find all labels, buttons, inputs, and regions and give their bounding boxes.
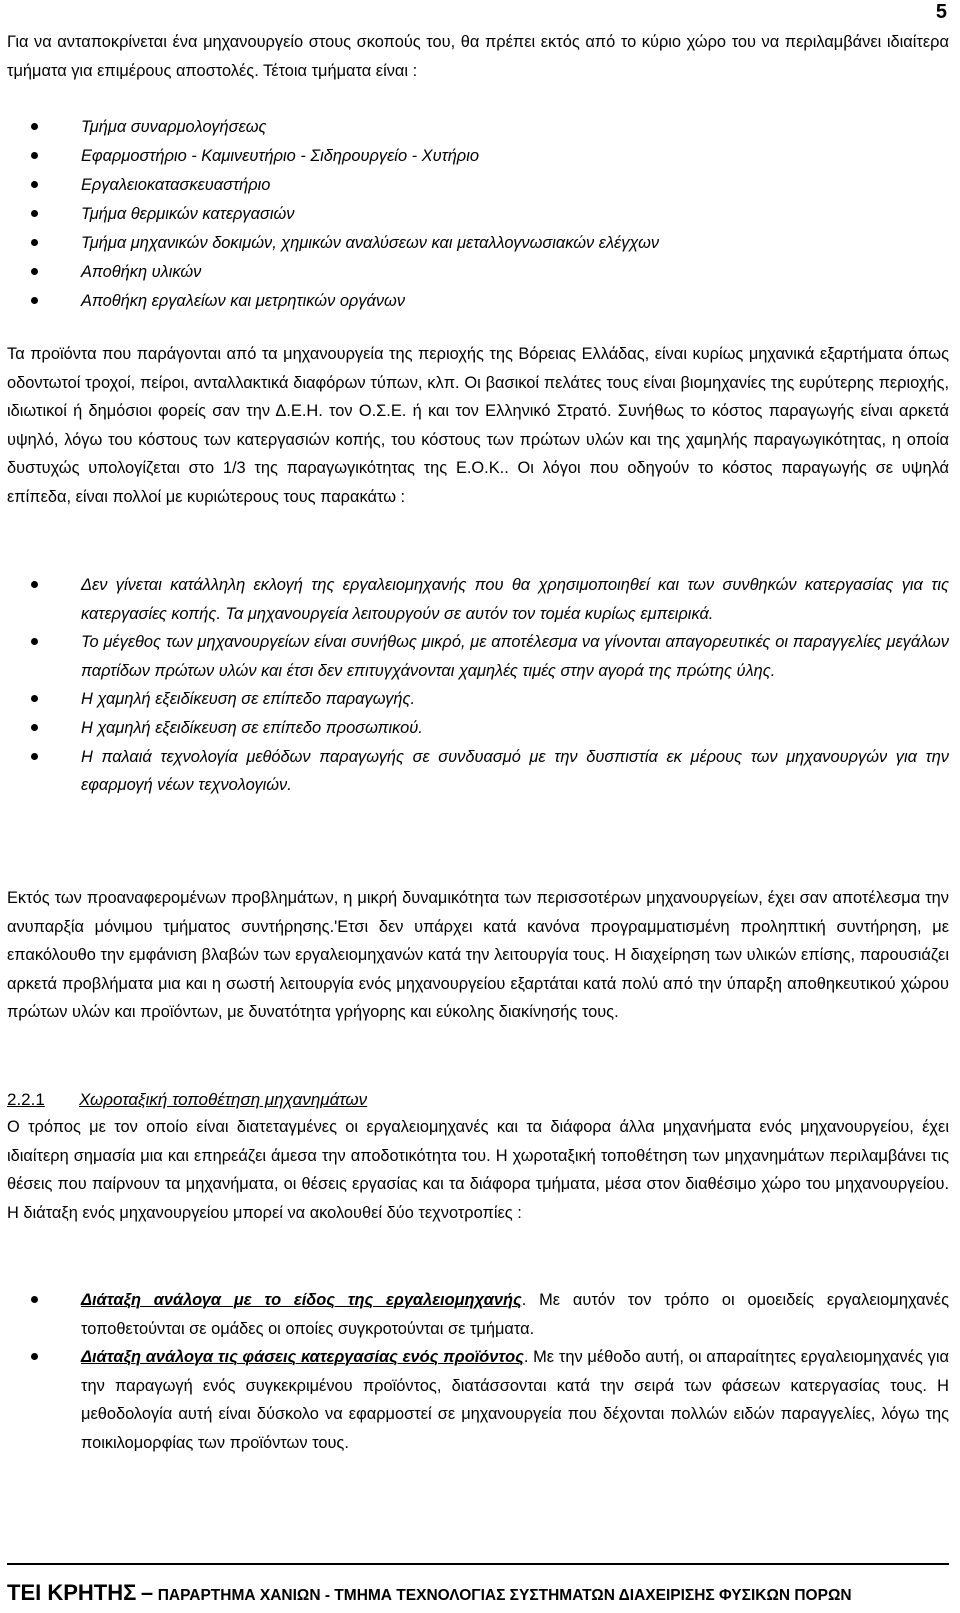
list-item: Εφαρμοστήριο - Καμινευτήριο - Σιδηρουργείο - Χυτήριο xyxy=(7,142,949,171)
footer-institution: ΤΕΙ ΚΡΗΤΗΣ xyxy=(7,1580,137,1605)
intro-paragraph: Για να ανταποκρίνεται ένα μηχανουργείο στους σκοπούς του, θα πρέπει εκτός από το κύριο χώρο του να περιλαμβάνει ιδιαίτερα τμήματα για επιμέρους αποστολές. Τέτοια τμήματα είναι : xyxy=(7,33,949,80)
list-item: Αποθήκη εργαλείων και μετρητικών οργάνων xyxy=(7,287,949,316)
bullet-icon xyxy=(31,695,38,702)
document-page xyxy=(7,0,949,1613)
bullet-icon xyxy=(31,181,38,188)
section-number: 2.2.1 xyxy=(7,1090,45,1109)
bullet-icon xyxy=(31,724,38,731)
footer-dash: – xyxy=(140,1580,154,1605)
section-heading xyxy=(7,1086,367,1114)
bullet-icon xyxy=(31,1353,38,1360)
footer-divider xyxy=(7,1563,949,1565)
list-item: Το μέγεθος των μηχανουργείων είναι συνήθως μικρό, με αποτέλεσμα να γίνονται απαγορευτικές οι παραγγελίες μεγάλων παρτίδων πρώτων υλών και έτσι δεν επιτυγχάνονται χαμηλές τιμές στην αγορά της πρώτης ύλης. xyxy=(7,628,949,685)
footer-department: ΠΑΡΑΡΤΗΜΑ ΧΑΝΙΩΝ - ΤΜΗΜΑ ΤΕΧΝΟΛΟΓΙΑΣ ΣΥΣΤΗΜΑΤΩΝ ΔΙΑΧΕΙΡΙΣΗΣ ΦΥΣΙΚΩΝ ΠΟΡΩΝ xyxy=(157,1587,852,1604)
bullet-icon xyxy=(31,123,38,130)
list-item: Τμήμα συναρμολογήσεως xyxy=(7,113,949,142)
bullet-icon xyxy=(31,638,38,645)
bullet-icon xyxy=(31,152,38,159)
bullet-icon xyxy=(31,1296,38,1303)
list-item: Αποθήκη υλικών xyxy=(7,258,949,287)
bullet-icon xyxy=(31,297,38,304)
list-item: Δεν γίνεται κατάλληλη εκλογή της εργαλειομηχανής που θα χρησιμοποιηθεί και των συνθηκών κατεργασίας για τις κατεργασίες κοπής. Τα μηχανουργεία λειτουργούν σε αυτόν τον τομέα κυρίως εμπειρικά. xyxy=(7,571,949,628)
technique-description: . Με την μέθοδο αυτή, οι απαραίτητες εργαλειομηχανές για την παραγωγή ενός συγκεκριμένου προϊόντος, διατάσσονται κατά την σειρά των φάσεων κατεργασίας τους. Η μεθοδολογία αυτή είναι δύσκολο να εφαρμοστεί σε μηχανουργεία που δέχονται πολλών ειδών παραγγελίες, λόγω της ποικιλομορφίας των προϊόντων τους. xyxy=(81,1348,949,1452)
bullet-icon xyxy=(31,239,38,246)
list-item: Εργαλειοκατασκευαστήριο xyxy=(7,171,949,200)
list-item: Τμήμα θερμικών κατεργασιών xyxy=(7,200,949,229)
list-item: Η χαμηλή εξειδίκευση σε επίπεδο παραγωγής. xyxy=(7,685,949,714)
bullet-icon xyxy=(31,581,38,588)
layout-paragraph: Ο τρόπος με τον οποίο είναι διατεταγμένες οι εργαλειομηχανές και τα διάφορα άλλα μηχανήματα ενός μηχανουργείου, έχει ιδιαίτερη σημασία μια και επηρεάζει άμεσα την αποδοτικότητα του. Η χωροταξική τοποθέτηση των μηχανημάτων περιλαμβάνει τις θέσεις που παίρνουν τα μηχανήματα, οι θέσεις εργασίας και τα διάφορα τμήματα, μέσα στον διαθέσιμο χώρο του μηχανουργείου. Η διάταξη ενός μηχανουργείου μπορεί να ακολουθεί δύο τεχνοτροπίες : xyxy=(7,1118,949,1222)
products-paragraph: Τα προϊόντα που παράγονται από τα μηχανουργεία της περιοχής της Βόρειας Ελλάδας, είναι κυρίως μηχανικά εξαρτήματα όπως οδοντωτοί τροχοί, πείροι, ανταλλακτικά διαφόρων τύπων, κλπ. Οι βασικοί πελάτες τους είναι βιομηχανίες της ευρύτερης περιοχής, ιδιωτικοί ή δημόσιοι φορείς σαν την Δ.Ε.Η. τον Ο.Σ.Ε. ή και τον Ελληνικό Στρατό. Συνήθως το κόστος παραγωγής είναι αρκετά υψηλό, λόγω του κόστους των κατεργασιών κοπής, του κόστους των πρώτων υλών και της χαμηλής παραγωγικότητας, η οποία δυστυχώς υπολογίζεται στο 1/3 της παραγωγικότητας της Ε.Ο.Κ.. Οι λόγοι που οδηγούν το κόστος παραγωγής σε υψηλά επίπεδα, είναι πολλοί με κυριώτερους τους παρακάτω : xyxy=(7,345,949,506)
page-number: 5 xyxy=(935,1,947,23)
list-item xyxy=(7,1286,949,1343)
techniques-list xyxy=(7,1286,949,1458)
list-item: Η χαμηλή εξειδίκευση σε επίπεδο προσωπικού. xyxy=(7,714,949,743)
list-item xyxy=(7,1343,949,1457)
bullet-icon xyxy=(31,753,38,760)
section-title: Χωροταξική τοποθέτηση μηχανημάτων xyxy=(79,1090,368,1109)
list-item: Η παλαιά τεχνολογία μεθόδων παραγωγής σε συνδυασμό με την δυσπιστία εκ μέρους των μηχανουργών για την εφαρμογή νέων τεχνολογιών. xyxy=(7,743,949,800)
technique-title: Διάταξη ανάλογα τις φάσεις κατεργασίας ενός προϊόντος xyxy=(81,1348,524,1367)
bullet-icon xyxy=(31,210,38,217)
departments-list xyxy=(7,113,949,316)
footer xyxy=(7,1578,957,1611)
bullet-icon xyxy=(31,268,38,275)
list-item: Τμήμα μηχανικών δοκιμών, χημικών αναλύσεων και μεταλλογνωσιακών ελέγχων xyxy=(7,229,949,258)
technique-description: . Με αυτόν τον τρόπο οι ομοειδείς εργαλειομηχανές τοποθετούνται σε ομάδες οι οποίες συγκροτούνται σε τμήματα. xyxy=(81,1291,950,1338)
maintenance-paragraph: Εκτός των προαναφερομένων προβλημάτων, η μικρή δυναμικότητα των περισσοτέρων μηχανουργείων, έχει σαν αποτέλεσμα την ανυπαρξία μόνιμου τμήματος συντήρησης.'Ετσι δεν υπάρχει κατά κανόνα προγραμματισμένη προληπτική συντήρηση, με επακόλουθο την εμφάνιση βλαβών των εργαλειομηχανών κατά την λειτουργία τους. Η διαχείρηση των υλικών επίσης, παρουσιάζει αρκετά προβλήματα μια και η σωστή λειτουργία ενός μηχανουργείου εξαρτάται κατά πολύ από την ύπαρξη αποθηκευτικού χώρου πρώτων υλών και προϊόντων, με δυνατότητα γρήγορης και εύκολης διακίνησής τους. xyxy=(7,889,949,1022)
technique-title: Διάταξη ανάλογα με το είδος της εργαλειομηχανής xyxy=(81,1291,522,1309)
reasons-list xyxy=(7,571,949,800)
